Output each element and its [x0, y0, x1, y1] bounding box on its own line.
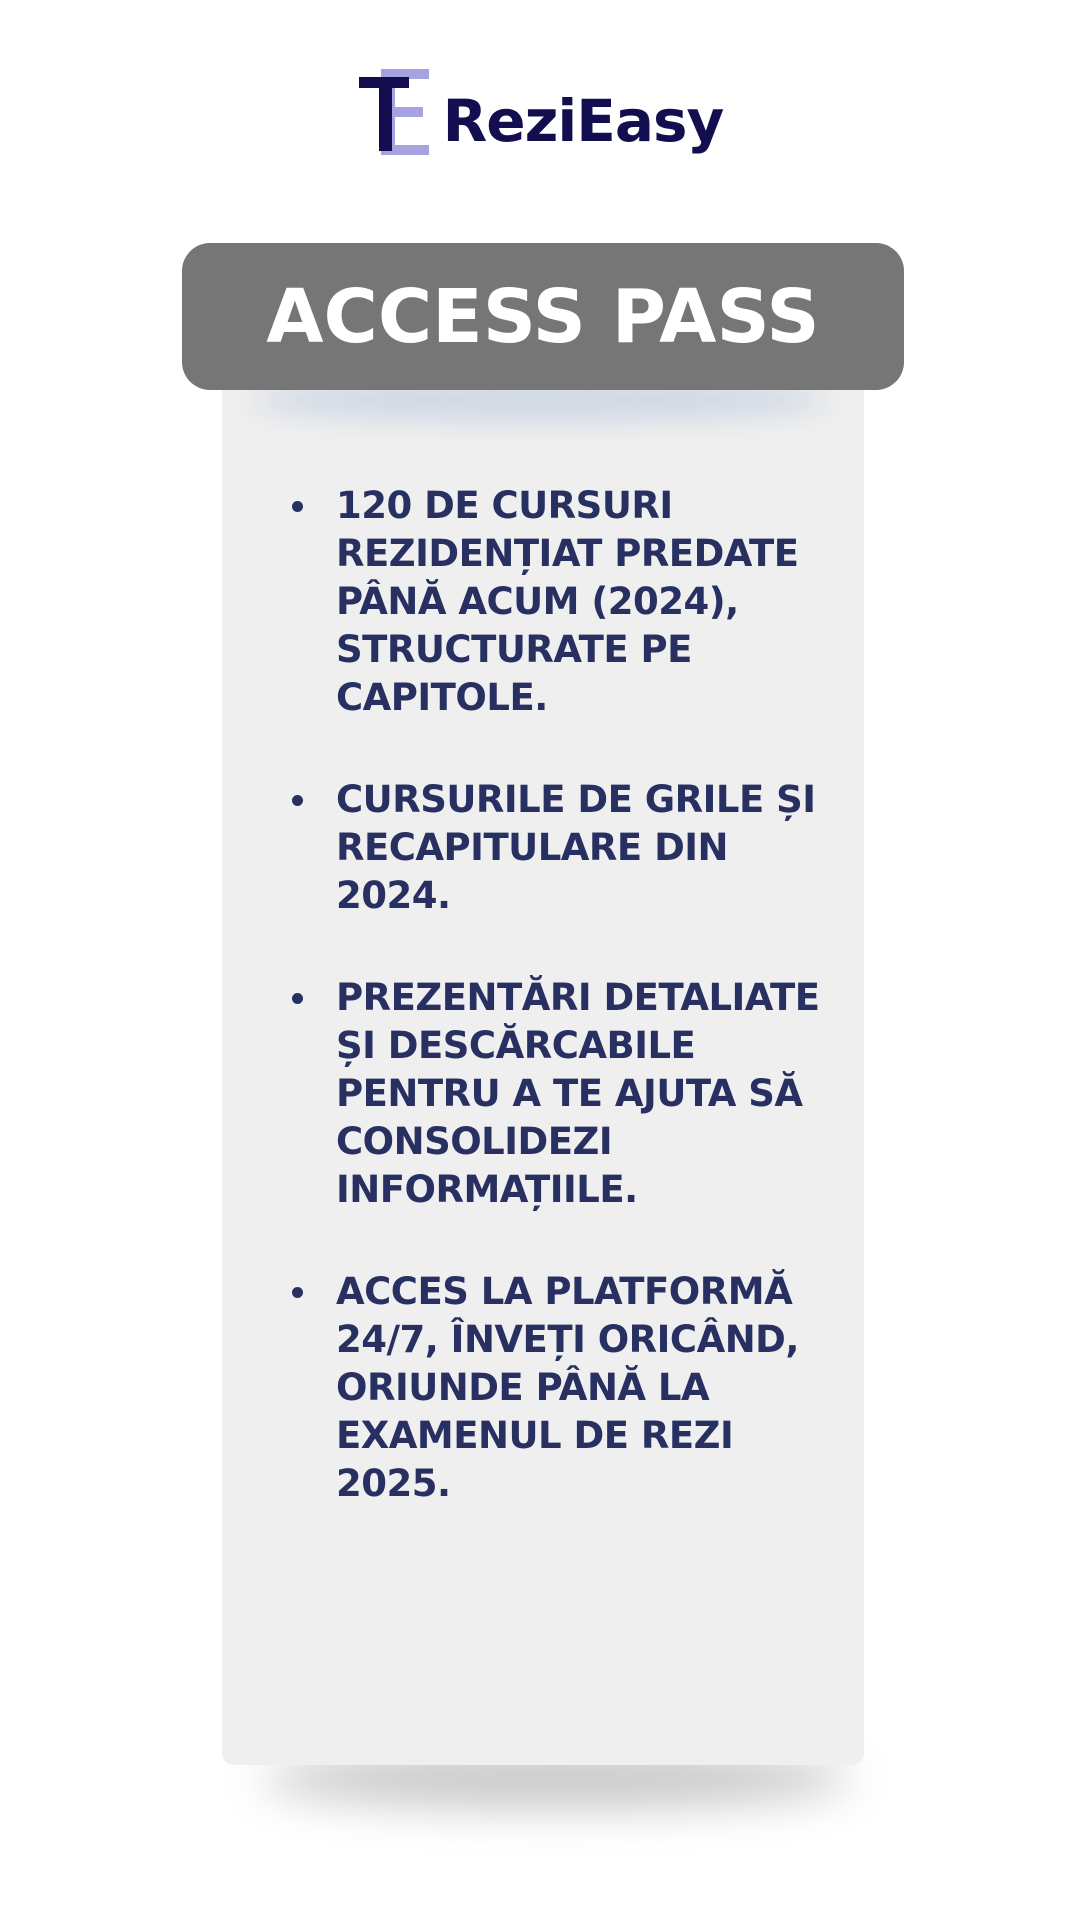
feature-text: ACCES LA PLATFORMĂ 24/7, ÎNVEȚI ORICÂND, ORIUNDE PÂNĂ LA EXAMENUL DE REZI 2025.: [336, 1270, 799, 1505]
bullet-icon: [292, 501, 303, 512]
card-header: [182, 243, 904, 390]
brand-logo: [0, 62, 1080, 162]
feature-item: [280, 974, 840, 1214]
feature-item: [280, 482, 840, 722]
brand-name: ReziEasy: [442, 87, 724, 155]
feature-text: 120 DE CURSURI REZIDENȚIAT PREDATE PÂNĂ ACUM (2024), STRUCTURATE PE CAPITOLE.: [336, 484, 799, 719]
bullet-icon: [292, 795, 303, 806]
feature-list: [280, 482, 840, 1562]
bullet-icon: [292, 1287, 303, 1298]
feature-item: [280, 776, 840, 920]
te-monogram-icon: [357, 67, 433, 157]
feature-text: PREZENTĂRI DETALIATE ȘI DESCĂRCABILE PENTRU A TE AJUTA SĂ CONSOLIDEZI INFORMAȚIILE.: [336, 976, 820, 1211]
feature-item: [280, 1268, 840, 1508]
bullet-icon: [292, 993, 303, 1004]
card-title: ACCESS PASS: [266, 273, 820, 360]
brand-logo-inner: [357, 67, 724, 157]
feature-text: CURSURILE DE GRILE ȘI RECAPITULARE DIN 2024.: [336, 778, 816, 917]
